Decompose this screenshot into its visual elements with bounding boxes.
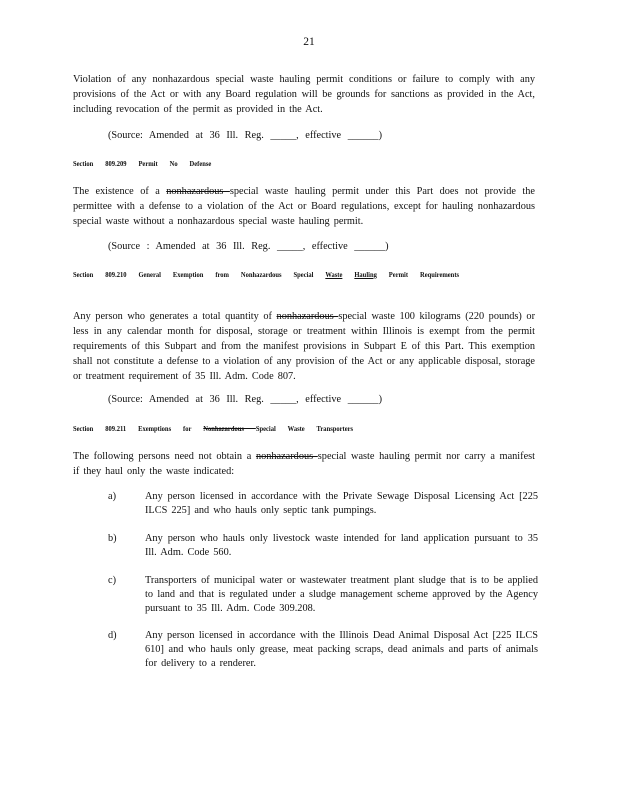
underlined-text: Hauling [354, 270, 377, 279]
section-809-209-heading: Section 809.209 Permit No Defense [73, 159, 212, 168]
section-809-210-paragraph: Any person who generates a total quantity of nonhazardous special waste 100 kilograms (220 pounds) or less in any calendar month for disposal, storage or treatment within Illinois is exempt from the permit requirements of this Subpart and from the manifest provisions in Subpart E of this Part. This exemption shall not constitute a defense to a violation of any provision of the Act or any applicable disposal, storage or treatment requirement of 35 Ill. Adm. Code 807. [73, 311, 536, 382]
struck-text: Nonhazardous [203, 424, 256, 433]
section-809-211-paragraph: The following persons need not obtain a nonhazardous special waste hauling permit nor carry a manifest if they haul only the waste indicated: [73, 451, 536, 477]
intro-paragraph: Violation of any nonhazardous special waste hauling permit conditions or failure to comply with any provisions of the Act or with any Board regulation will be grounds for sanctions as provided in the Act, including revocation of the permit as provided in the Act. [73, 74, 535, 115]
source-note-2: (Source : Amended at 36 Ill. Reg. _____, effective ______) [108, 241, 389, 252]
section-809-210-heading: Section 809.210 General Exemption from Nonhazardous Special Waste Hauling Permit Requirements [73, 270, 460, 279]
list-item-label: c) [108, 575, 116, 586]
struck-text: nonhazardous [166, 186, 230, 197]
source-note-1: (Source: Amended at 36 Ill. Reg. _____, effective ______) [108, 130, 383, 141]
section-809-211-heading: Section 809.211 Exemptions for Nonhazardous Special Waste Transporters [73, 424, 354, 433]
section-809-209-paragraph: The existence of a nonhazardous special waste hauling permit under this Part does not provide the permittee with a defense to a violation of the Act or Board regulations, except for hauling nonhazardous special waste without a nonhazardous special waste hauling permit. [73, 186, 536, 227]
underlined-text: Waste [325, 270, 343, 279]
list-item-text: Any person who hauls only livestock waste intended for land application pursuant to 35 Ill. Adm. Code 560. [145, 533, 538, 558]
list-item-text: Transporters of municipal water or wastewater treatment plant sludge that is to be applied to land and that is regulated under a sludge management scheme approved by the Agency pursuant to 35 Ill. Adm. Code 309.208. [145, 575, 538, 614]
page-number: 21 [303, 36, 315, 48]
list-item-label: b) [108, 533, 117, 544]
source-note-3: (Source: Amended at 36 Ill. Reg. _____, effective ______) [108, 394, 383, 405]
list-item-label: a) [108, 491, 116, 502]
list-item-text: Any person licensed in accordance with the Illinois Dead Animal Disposal Act [225 ILCS 610] and who hauls only grease, meat packing scraps, dead animals and parts of animals for delivery to a renderer. [145, 630, 538, 669]
list-item-text: Any person licensed in accordance with the Private Sewage Disposal Licensing Act [225 ILCS 225] and who hauls only septic tank pumpings. [145, 491, 538, 516]
struck-text: nonhazardous [255, 451, 318, 462]
struck-text: nonhazardous [276, 311, 339, 322]
list-item-label: d) [108, 630, 117, 641]
